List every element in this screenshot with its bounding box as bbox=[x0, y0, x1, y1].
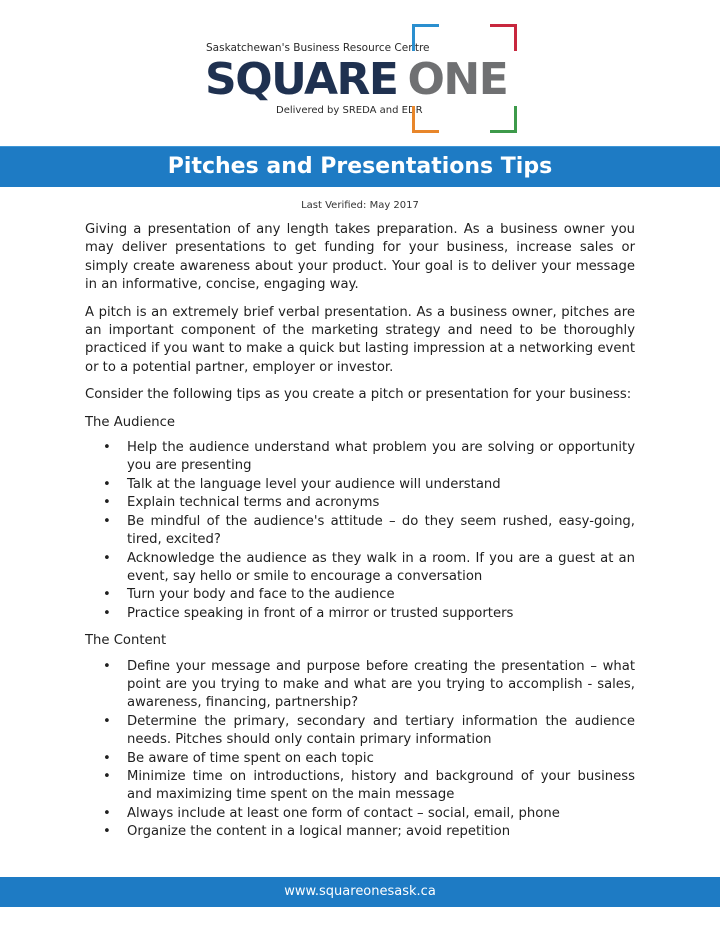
footer-website-link[interactable]: www.squareonesask.ca bbox=[284, 884, 436, 899]
list-item: • Determine the primary, secondary and tertiary information the audience needs. Pitches should only contain primary information bbox=[103, 713, 635, 748]
footer-banner bbox=[0, 877, 720, 907]
logo-tagline-bottom: Delivered by SREDA and EDR bbox=[276, 105, 423, 116]
list-item: • Talk at the language level your audience will understand bbox=[85, 476, 635, 494]
logo-tagline-top: Saskatchewan's Business Resource Centre bbox=[206, 42, 430, 54]
list-item: • Acknowledge the audience as they walk in a room. If you are a guest at an event, say hello or smile to encourage a conversation bbox=[103, 550, 635, 584]
bullet-icon: • bbox=[103, 513, 111, 529]
logo-word-one: ONE bbox=[407, 54, 508, 105]
logo-corner-orange bbox=[412, 106, 439, 133]
bullet-icon: • bbox=[103, 750, 111, 766]
bullet-icon: • bbox=[103, 440, 111, 456]
logo-corner-red bbox=[490, 24, 517, 51]
list-item: • Organize the content in a logical manner; avoid repetition bbox=[85, 823, 635, 841]
list-item: • Explain technical terms and acronyms bbox=[85, 494, 635, 512]
intro-paragraph: Giving a presentation of any length takes preparation. As a business owner you may deliver presentations to get funding for your business, increase sales or simply create awareness about your product. Your goal is to deliver your message in an informative, concise, engaging way. bbox=[85, 222, 635, 293]
bullet-icon: • bbox=[103, 550, 111, 566]
list-item: • Minimize time on introductions, history and background of your business and maximizing time spent on the main message bbox=[103, 768, 635, 803]
bullet-icon: • bbox=[103, 824, 111, 840]
list-item: • Turn your body and face to the audience bbox=[85, 586, 635, 604]
bullet-icon: • bbox=[103, 495, 111, 511]
bullet-icon: • bbox=[103, 658, 111, 674]
page-title: Pitches and Presentations Tips bbox=[167, 154, 553, 179]
section-heading-content: The Content bbox=[85, 633, 167, 649]
title-banner bbox=[0, 146, 720, 187]
list-item: • Practice speaking in front of a mirror or trusted supporters bbox=[85, 605, 635, 623]
logo-corner-blue bbox=[412, 24, 439, 51]
square-one-logo bbox=[200, 22, 520, 134]
bullet-icon: • bbox=[103, 476, 111, 492]
document-body bbox=[85, 221, 635, 851]
logo-corner-green bbox=[490, 106, 517, 133]
section-heading-audience: The Audience bbox=[85, 414, 175, 430]
bullet-icon: • bbox=[103, 805, 111, 821]
intro-paragraph: A pitch is an extremely brief verbal presentation. As a business owner, pitches are an important component of the marketing strategy and need to be thoroughly practiced if you want to make a quick but lasting impression at a networking event or to a potential partner, employer or investor. bbox=[85, 304, 635, 375]
bullet-icon: • bbox=[103, 587, 111, 603]
bullet-icon: • bbox=[103, 768, 111, 784]
list-item: • Always include at least one form of contact – social, email, phone bbox=[85, 805, 635, 823]
bullet-icon: • bbox=[103, 713, 111, 729]
bullet-icon: • bbox=[103, 605, 111, 621]
last-verified-date: Last Verified: May 2017 bbox=[301, 200, 419, 211]
intro-paragraph: Consider the following tips as you create a pitch or presentation for your business: bbox=[85, 387, 632, 403]
list-item: • Be aware of time spent on each topic bbox=[85, 750, 635, 768]
logo-wordmark bbox=[205, 55, 507, 105]
list-item: • Help the audience understand what problem you are solving or opportunity you are presenting bbox=[103, 440, 635, 474]
list-item: • Define your message and purpose before creating the presentation – what point are you trying to make and what are you trying to accomplish - sales, awareness, financing, partnership? bbox=[103, 658, 635, 711]
audience-tips-list bbox=[85, 439, 635, 623]
list-item: • Be mindful of the audience's attitude – do they seem rushed, easy-going, tired, excited? bbox=[103, 513, 635, 548]
logo-word-square: SQUARE bbox=[205, 54, 398, 105]
content-tips-list bbox=[85, 658, 635, 842]
